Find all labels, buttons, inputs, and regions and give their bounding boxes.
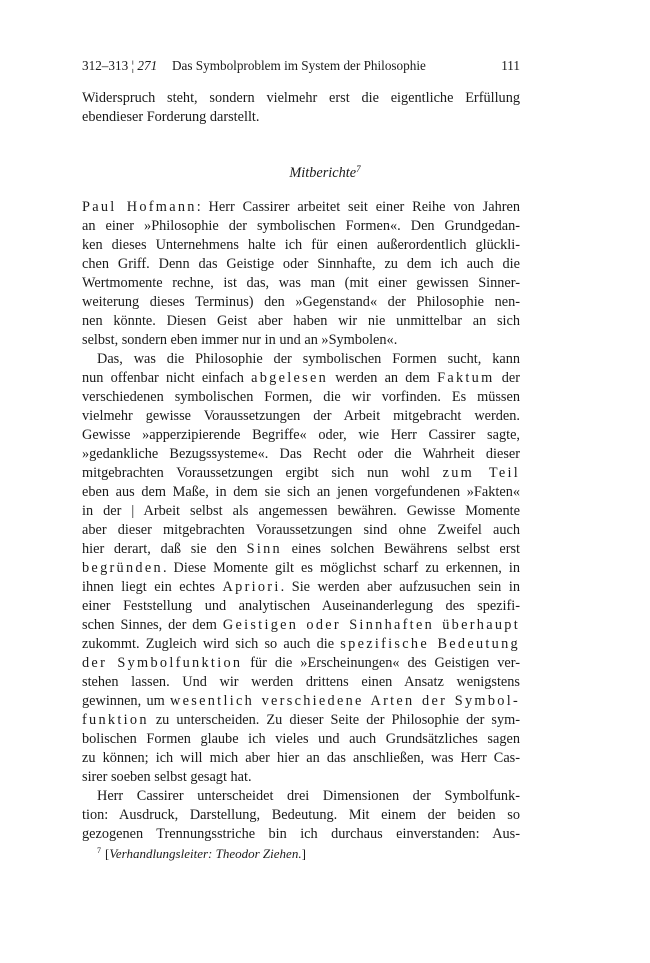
text-line: ken dieses Unternehmens halte ich für einen außerordentlich glückli- xyxy=(82,237,520,253)
text-line: Widerspruch steht, sondern vielmehr erst die eigentliche Erfüllung xyxy=(82,90,520,106)
speaker-name: Paul Hofmann xyxy=(82,199,197,215)
page-reference: 312–313 ¦ 271 xyxy=(82,58,158,73)
text-line: Gewisse »apperzipierende Begriffe« oder, wie Herr Cassirer sagte, xyxy=(82,427,520,443)
text-line: funktion zu unterscheiden. Zu dieser Seite der Philosophie der sym- xyxy=(82,712,520,728)
footnote-ref: 7 xyxy=(356,164,361,174)
footnote-number: 7 xyxy=(97,846,101,855)
text-line: der Symbolfunktion für die »Erscheinungen« des Geistigen ver- xyxy=(82,655,520,671)
text-line: begründen. Diese Momente gilt es möglichst scharf zu erkennen, in xyxy=(82,560,520,576)
text-line: aber dieser mitgebrachten Voraussetzungen sind ohne Zweifel auch xyxy=(82,522,520,538)
text-line: mitgebrachten Voraussetzungen ergibt sich nun wohl zum Teil xyxy=(82,465,520,481)
footnote: $^7$ [Verhandlungsleiter: Theodor Ziehen.] xyxy=(97,846,306,861)
text-line: Das, was die Philosophie der symbolischen Formen sucht, kann xyxy=(97,351,520,367)
text-line: tion: Ausdruck, Darstellung, Bedeutung. Mit einem der beiden so xyxy=(82,807,520,823)
text-line: ebendieser Forderung darstellt. xyxy=(82,109,260,125)
text-line: Wertmomente rechne, ist das, was man (mit einer gewissen Sinner- xyxy=(82,275,520,291)
text-line: verschiedenen symbolischen Formen, die wir vorfinden. Es müssen xyxy=(82,389,520,405)
text-line: nun offenbar nicht einfach abgelesen werden an dem Faktum der xyxy=(82,370,520,386)
footnote-text: Verhandlungsleiter: Theodor Ziehen. xyxy=(109,846,302,861)
text-line: nen könnte. Diesen Geist aber haben wir nie unmittelbar an sich xyxy=(82,313,520,329)
text-line: chen Griff. Denn das Geistige oder Sinnhafte, zu dem ich auch die xyxy=(82,256,520,272)
text-line: zukommt. Zugleich wird sich so auch die spezifische Bedeutung xyxy=(82,636,520,652)
text-line: vielmehr gewisse Voraussetzungen der Arbeit mitgebracht werden. xyxy=(82,408,520,424)
section-heading: Mitberichte$^7$ xyxy=(289,164,361,181)
text-line: weiterung dieses Terminus) den »Gegenstand« der Philosophie nen- xyxy=(82,294,520,310)
text-line: bolischen Formen glaube ich vieles und auch Grundsätzliches sagen xyxy=(82,731,520,747)
text-line: gewinnen, um wesentlich verschiedene Arten der Symbol- xyxy=(82,693,521,709)
page-number: 111 xyxy=(501,58,520,73)
text-line: ihnen liegt ein echtes Apriori. Sie werden aber aufzusuchen sein in xyxy=(82,579,520,595)
text-line: zu können; ich will mich aber hier an das anschließen, was Herr Cas- xyxy=(82,750,520,766)
text-line: einer Feststellung und analytischen Auseinanderlegung des spezifi- xyxy=(82,598,520,614)
text-line: Paul Hofmann: Herr Cassirer arbeitet seit einer Reihe von Jahren xyxy=(82,199,520,215)
text-line: hier derart, daß sie den Sinn eines solchen Bewährens selbst erst xyxy=(82,541,520,557)
text-line: Herr Cassirer unterscheidet drei Dimensionen der Symbolfunk- xyxy=(97,788,520,804)
text-line: eben aus dem Maße, in dem sie sich an jenen vorgefundenen »Fakten« xyxy=(82,484,520,500)
text-line: selbst, sondern eben immer nur in und an »Symbolen«. xyxy=(82,332,398,348)
running-title: Das Symbolproblem im System der Philosophie xyxy=(172,58,426,73)
text-line: in der | Arbeit selbst als angemessen bewähren. Gewisse Momente xyxy=(82,503,520,519)
text-line: sirer soeben selbst gesagt hat. xyxy=(82,769,252,785)
text-line: »gedankliche Bezugssysteme«. Das Recht oder die Wahrheit dieser xyxy=(82,446,520,462)
text-line: an einer »Philosophie der symbolischen Formen«. Den Grundgedan- xyxy=(82,218,520,234)
text-line: stehen lassen. Und wir werden drittens einen Ansatz wenigstens xyxy=(82,674,520,690)
text-line: gezogenen Trennungsstriche bin ich durchaus einverstanden: Aus- xyxy=(82,826,520,842)
text-line: schen Sinnes, der dem Geistigen oder Sinnhaften überhaupt xyxy=(82,617,520,633)
